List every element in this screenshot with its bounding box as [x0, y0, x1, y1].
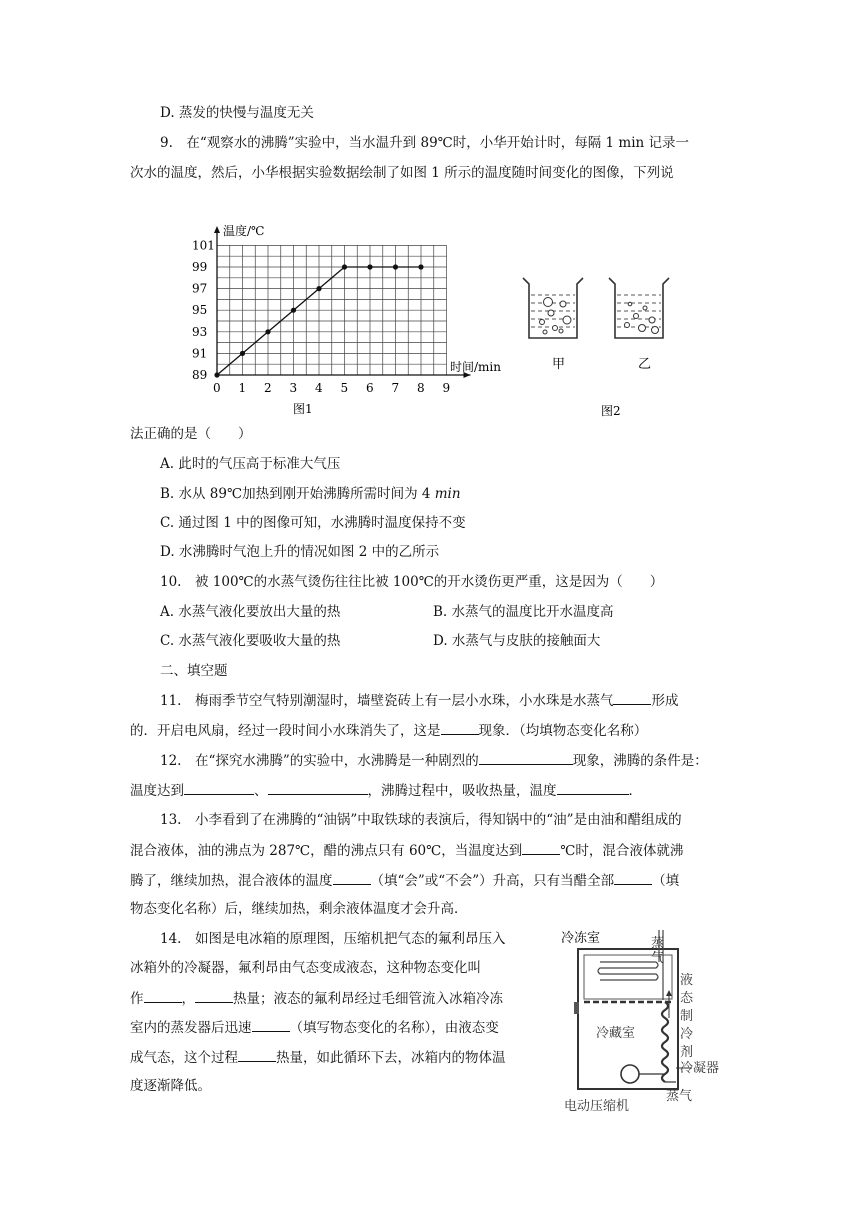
fridge-label-vapor-bottom: 蒸气	[666, 1089, 693, 1104]
answer-blank[interactable]	[195, 988, 233, 1003]
q11-line2	[130, 720, 647, 741]
q10-option-a: A. 水蒸气液化要放出大量的热	[160, 604, 341, 620]
q14-line1: 14. 如图是电冰箱的原理图，压缩机把气态的氟利昂压入	[160, 931, 506, 947]
q12-text: 现象，沸腾的条件是：	[572, 753, 708, 769]
y-tick-label: 89	[192, 368, 208, 382]
data-point	[418, 264, 423, 269]
q14-line5	[130, 1047, 506, 1068]
beaker-jia	[523, 278, 583, 338]
y-tick-label: 99	[192, 260, 208, 274]
fridge-label-vapor-top-1: 蒸	[651, 936, 665, 951]
q12-text: ，沸腾过程中，吸收热量，温度	[367, 783, 557, 799]
data-point	[316, 286, 321, 291]
answer-blank[interactable]	[238, 1047, 276, 1062]
answer-blank[interactable]	[252, 1017, 290, 1032]
figure1-ylabel: 温度/℃	[223, 224, 265, 238]
q8-option-d: D. 蒸发的快慢与温度无关	[160, 105, 314, 121]
q14-line4	[130, 1017, 499, 1038]
q14-line3	[130, 988, 503, 1009]
data-point	[367, 264, 372, 269]
section-title: 二、填空题	[160, 663, 228, 679]
figure2-label-yi: 乙	[638, 357, 652, 372]
q11-text: 的．开启电风扇，经过一段时间小水珠消失了，这是	[130, 723, 441, 739]
data-point	[291, 308, 296, 313]
y-tick-label: 93	[192, 324, 208, 339]
q12-text: 12. 在“探究水沸腾”的实验中，水沸腾是一种剧烈的	[160, 753, 479, 769]
q14-text: 热量，如此循环下去，冰箱内的物体温	[276, 1050, 506, 1066]
q9-stem-line1: 9. 在“观察水的沸腾”实验中，当水温升到 89℃时，小华开始计时，每隔 1 min 记录一	[160, 135, 690, 151]
answer-blank[interactable]	[479, 750, 573, 765]
figure2-caption: 图2	[601, 404, 621, 418]
q9-option-d: D. 水沸腾时气泡上升的情况如图 2 中的乙所示	[160, 544, 440, 560]
fridge-label-liquid-4: 冷	[680, 1027, 694, 1042]
q11-text: 形成	[651, 693, 679, 709]
x-tick-label: 2	[264, 381, 272, 395]
x-tick-label: 8	[417, 381, 425, 395]
x-tick-label: 1	[238, 381, 247, 395]
q10-option-b: B. 水蒸气的温度比开水温度高	[433, 604, 614, 620]
answer-blank[interactable]	[614, 870, 652, 885]
fridge-diagram	[556, 922, 736, 1122]
beaker-yi	[609, 278, 669, 338]
y-tick-label: 101	[192, 238, 215, 253]
answer-blank[interactable]	[184, 780, 254, 795]
q14-text: （填写物态变化的名称），由液态变	[289, 1020, 499, 1036]
fridge-label-compressor: 电动压缩机	[564, 1099, 630, 1114]
q10-option-d: D. 水蒸气与皮肤的接触面大	[433, 633, 601, 649]
q14-line6: 度逐渐降低。	[130, 1078, 211, 1094]
q13-text: 混合液体，油的沸点为 287℃，醋的沸点只有 60℃，当温度达到	[130, 843, 523, 859]
fridge-label-liquid-3: 制	[680, 1009, 694, 1024]
q13-text: （填	[652, 873, 680, 889]
answer-blank[interactable]	[268, 780, 368, 795]
q14-text: 室内的蒸发器后迅速	[130, 1020, 252, 1036]
q12-line1	[160, 750, 708, 771]
q9-stem-line2: 次水的温度，然后，小华根据实验数据绘制了如图 1 所示的温度随时间变化的图像，下列说	[130, 165, 674, 181]
y-axis-arrow	[214, 226, 220, 233]
q13-line2	[130, 840, 683, 861]
fridge-label-fridge-room: 冷藏室	[596, 1026, 636, 1041]
x-tick-label: 0	[213, 381, 221, 395]
q12-text: 温度达到	[130, 783, 184, 799]
q14-text: 成气态，这个过程	[130, 1050, 238, 1066]
q10-option-c: C. 水蒸气液化要吸收大量的热	[160, 633, 341, 649]
data-point	[342, 264, 347, 269]
q13-text: （填“会”或“不会”）升高，只有当醋全部	[370, 873, 615, 889]
fridge-label-vapor-top-2: 气	[651, 951, 665, 966]
q13-text: ℃时，混合液体就沸	[560, 843, 684, 859]
y-tick-label: 97	[192, 281, 208, 296]
q12-line2	[130, 780, 642, 801]
q14-text: 作	[130, 991, 144, 1007]
q9-option-b	[160, 484, 461, 504]
q13-line1: 13. 小李看到了在沸腾的“油锅”中取铁球的表演后，得知锅中的“油”是由油和醋组成的	[160, 812, 682, 828]
data-point	[265, 329, 270, 334]
answer-blank[interactable]	[522, 840, 560, 855]
q14-line2: 冰箱外的冷凝器，氟利昂由气态变成液态，这种物态变化叫	[130, 960, 481, 976]
q13-line3	[130, 870, 679, 891]
fridge-label-liquid-1: 液	[680, 973, 694, 988]
x-tick-label: 6	[366, 381, 374, 395]
q13-line4: 物态变化名称）后，继续加热，剩余液体温度才会升高．	[130, 901, 468, 917]
q9-stem-line3: 法正确的是（ ）	[130, 426, 252, 442]
x-tick-label: 9	[442, 381, 451, 395]
fridge-label-liquid-5: 剂	[680, 1045, 694, 1060]
q11-line1	[160, 690, 678, 711]
figure2-label-jia: 甲	[552, 357, 566, 372]
q13-text: 腾了，继续加热，混合液体的温度	[130, 873, 333, 889]
answer-blank[interactable]	[333, 870, 371, 885]
q12-text: 、	[254, 783, 268, 799]
fridge-label-liquid-2: 态	[680, 991, 694, 1006]
y-tick-label: 91	[192, 346, 208, 361]
figure2-beakers	[515, 270, 695, 470]
q9-option-b-unit: min	[434, 486, 461, 502]
x-tick-label: 4	[315, 381, 323, 395]
answer-blank[interactable]	[613, 690, 651, 705]
q9-option-a: A. 此时的气压高于标准大气压	[160, 456, 341, 472]
x-tick-label: 3	[289, 381, 298, 395]
data-point	[214, 372, 219, 377]
fridge-label-freezer: 冷冻室	[561, 931, 601, 946]
answer-blank[interactable]	[557, 780, 629, 795]
x-tick-label: 7	[391, 381, 400, 395]
q12-text: ．	[628, 783, 642, 799]
answer-blank[interactable]	[144, 988, 182, 1003]
q11-text: 11. 梅雨季节空气特别潮湿时，墙壁瓷砖上有一层小水珠，小水珠是水蒸气	[160, 693, 614, 709]
figure1-caption: 图1	[293, 402, 313, 416]
fridge-label-condenser: 冷凝器	[680, 1061, 720, 1076]
q14-text: ，	[181, 991, 195, 1007]
q9-option-b-text: B. 水从 89℃加热到刚开始沸腾所需时间为 4	[160, 486, 435, 502]
q11-text: 现象．（均填物态变化名称）	[478, 723, 648, 739]
figure1-xlabel: 时间/min	[450, 360, 501, 374]
data-point	[240, 351, 245, 356]
q10-stem: 10. 被 100℃的水蒸气烫伤往往比被 100℃的开水烫伤更严重，这是因为（ ）	[160, 574, 664, 590]
x-tick-label: 5	[340, 381, 349, 395]
q14-text: 热量；液态的氟利昂经过毛细管流入冰箱冷冻	[233, 991, 503, 1007]
q9-option-c: C. 通过图 1 中的图像可知，水沸腾时温度保持不变	[160, 515, 466, 531]
figure1-chart	[190, 215, 520, 425]
y-tick-label: 95	[192, 303, 208, 318]
answer-blank[interactable]	[441, 720, 479, 735]
data-point	[393, 264, 398, 269]
